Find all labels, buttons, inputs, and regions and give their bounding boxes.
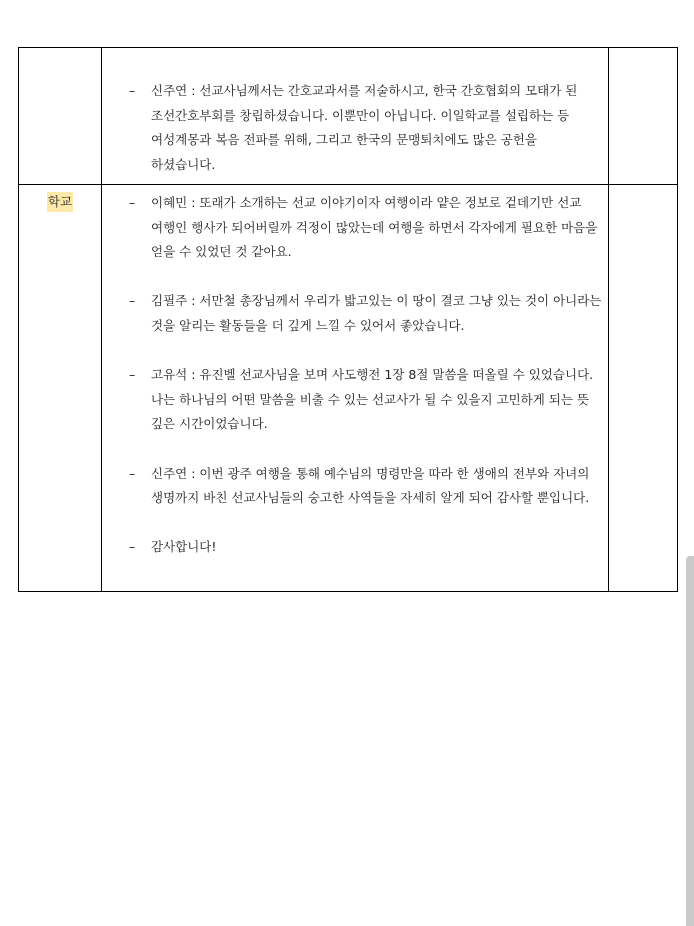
list-item: [102, 79, 608, 177]
row-label-highlighted: 학교: [47, 192, 73, 212]
vertical-scrollbar[interactable]: [686, 556, 694, 926]
comment-list: [102, 185, 608, 560]
comment-text: 신주연 : 선교사님께서는 간호교과서를 저술하시고, 한국 간호협회의 모태가 된 조선간호부회를 창립하셨습니다. 이뿐만이 아닙니다. 이일학교를 설립하는 등 여성계몽과 복음 전파를 위해, 그리고 한국의 문맹퇴치에도 많은 공헌을 하셨습니다.: [151, 83, 578, 172]
dash-bullet: –: [129, 195, 136, 210]
content-cell: [102, 48, 609, 185]
dash-bullet: –: [129, 465, 136, 481]
table-row: [19, 48, 678, 185]
table-row: [19, 185, 678, 592]
list-item: [102, 462, 608, 511]
list-item: [102, 535, 608, 560]
list-item: [102, 363, 608, 437]
dash-bullet: –: [129, 539, 136, 555]
dash-bullet: –: [129, 367, 136, 383]
empty-cell: [609, 185, 678, 592]
comment-text: 김필주 : 서만철 총장님께서 우리가 밟고있는 이 땅이 결코 그냥 있는 것이 아니라는 것을 알리는 활동들을 더 깊게 느낄 수 있어서 좋았습니다.: [151, 293, 602, 333]
comment-text: 감사합니다!: [151, 539, 217, 555]
list-item: [102, 191, 608, 265]
comment-text: 이혜민 : 또래가 소개하는 선교 이야기이자 여행이라 얕은 정보로 겉데기만 선교 여행인 행사가 되어버릴까 걱정이 많았는데 여행을 하면서 각자에게 필요한 마음을 얻을 수 있었던 것 같아요.: [151, 195, 598, 260]
comment-text: 신주연 : 이번 광주 여행을 통해 예수님의 명령만을 따라 한 생애의 전부와 자녀의 생명까지 바친 선교사님들의 숭고한 사역들을 자세히 알게 되어 감사할 뿐입니다.: [151, 465, 590, 506]
empty-cell: [609, 48, 678, 185]
comment-list: [102, 48, 608, 177]
comment-text: 고유석 : 유진벨 선교사님을 보며 사도행전 1장 8절 말씀을 떠올릴 수 있었습니다. 나는 하나님의 어떤 말씀을 비출 수 있는 선교사가 될 수 있을지 고민하게 되는 뜻 깊은 시간이었습니다.: [151, 367, 594, 432]
row-label-cell: [19, 48, 102, 185]
dash-bullet: –: [129, 83, 136, 98]
report-table: [18, 47, 678, 592]
content-cell: [102, 185, 609, 592]
row-label-cell: [19, 185, 102, 592]
dash-bullet: –: [129, 293, 136, 309]
list-item: [102, 289, 608, 338]
